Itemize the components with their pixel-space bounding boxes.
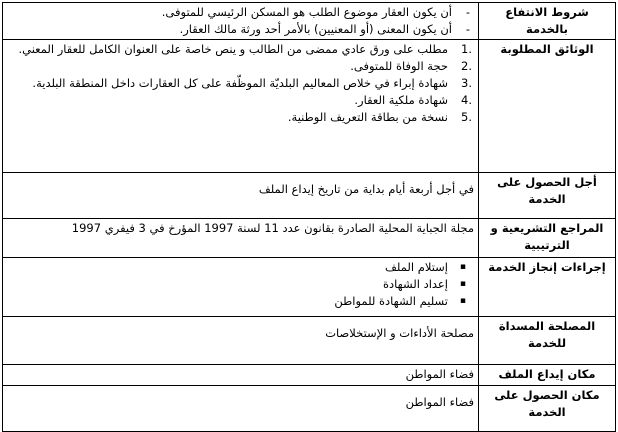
deadline-value: في أجل أربعة أيام بداية من تاريخ إيداع الملف	[3, 173, 479, 219]
row-legal	[3, 219, 616, 258]
row-deadline	[3, 173, 616, 219]
pickup-place-label: مكان الحصول على الخدمة	[479, 386, 616, 432]
item-text: نسخة من بطاقة التعريف الوطنية.	[287, 110, 448, 124]
row-documents	[3, 40, 616, 173]
service-table	[2, 2, 616, 432]
list-item: ▪ تسليم الشهادة للمواطن	[7, 293, 448, 310]
list-item: - أن يكون المعنى (أو المعنيين) بالأمر أحد ورثة مالك العقار.	[7, 21, 452, 38]
documents-list	[7, 41, 474, 126]
list-item: ▪ إستلام الملف	[7, 259, 448, 276]
filing-place-label: مكان إيداع الملف	[479, 365, 616, 386]
legal-label: المراجع التشريعية و الترتيبية	[479, 219, 616, 258]
item-text: شهادة إبراء في خلاص المعاليم البلديّة الموظّفة على كل العقارات داخل المنطقة البلدية.	[32, 76, 448, 90]
item-number: 3.	[461, 76, 472, 90]
row-pickup-place	[3, 386, 616, 432]
list-item	[7, 92, 472, 109]
item-text: حجة الوفاة للمتوفى.	[350, 59, 448, 73]
list-item	[7, 41, 472, 58]
deadline-label: أجل الحصول على الخدمة	[479, 173, 616, 219]
procedures-content	[3, 258, 479, 317]
item-number: 5.	[461, 110, 472, 124]
conditions-label: شروط الانتفاع بالخدمة	[479, 3, 616, 40]
item-number: 2.	[461, 59, 472, 73]
list-item: ▪ إعداد الشهادة	[7, 276, 448, 293]
item-number: 1.	[461, 42, 472, 56]
documents-label: الوثائق المطلوبة	[479, 40, 616, 173]
list-item	[7, 58, 472, 75]
pickup-place-value: فضاء المواطن	[3, 386, 479, 432]
item-text: مطلب على ورق عادي ممضى من الطالب و ينص خاصة على العنوان الكامل للعقار المعني.	[18, 42, 448, 56]
item-number: 4.	[461, 93, 472, 107]
conditions-content	[3, 3, 479, 40]
list-item: - أن يكون العقار موضوع الطلب هو المسكن الرئيسي للمتوفى.	[7, 4, 452, 21]
row-procedures	[3, 258, 616, 317]
row-filing-place	[3, 365, 616, 386]
row-conditions	[3, 3, 616, 40]
item-text: شهادة ملكية العقار.	[354, 93, 448, 107]
procedures-label: إجراءات إنجاز الخدمة	[479, 258, 616, 317]
row-office	[3, 317, 616, 365]
conditions-list	[7, 4, 474, 38]
procedures-list	[7, 259, 474, 310]
documents-content	[3, 40, 479, 173]
filing-place-value: فضاء المواطن	[3, 365, 479, 386]
list-item	[7, 75, 472, 92]
list-item	[7, 109, 472, 126]
office-value: مصلحة الأداءات و الإستخلاصات	[3, 317, 479, 365]
office-label: المصلحة المسداة للخدمة	[479, 317, 616, 365]
legal-value: مجلة الجباية المحلية الصادرة بقانون عدد 11 لسنة 1997 المؤرخ في 3 فيفري 1997	[3, 219, 479, 258]
